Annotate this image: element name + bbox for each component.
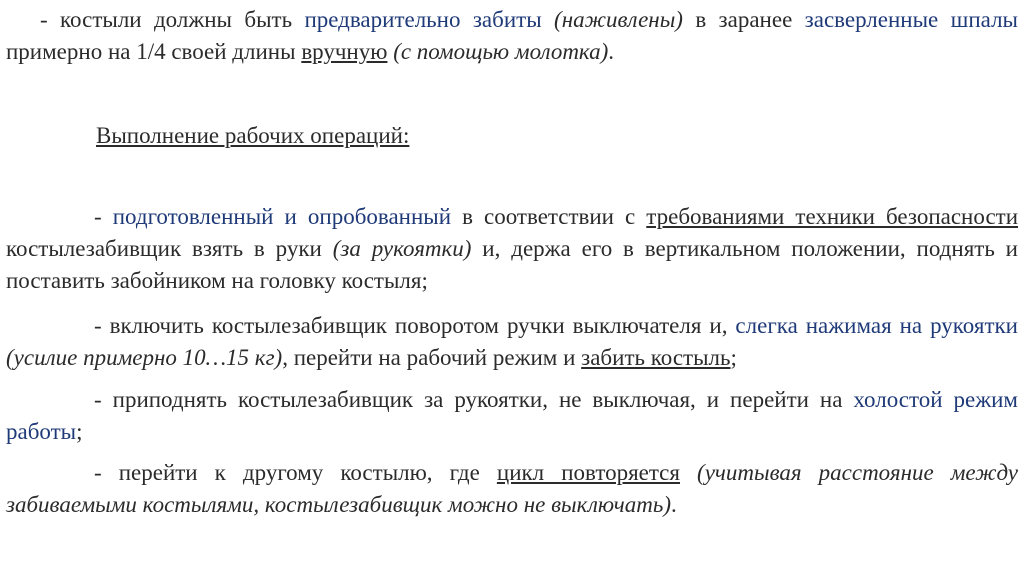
text-segment [542,7,554,32]
highlighted-term: засверленные шпалы [804,7,1019,32]
underlined-term: требованиями техники безопасности [646,204,1019,229]
text-segment: - приподнять костылезабивщик за рукоятки, не выключая, и перейти на [94,387,854,412]
text-segment: - [94,204,113,229]
text-segment: . [608,39,615,64]
highlighted-term: слегка нажимая на рукоятки [735,313,1018,338]
paragraph-next-spike [6,457,1018,521]
italic-note: (наживлены) [554,7,683,32]
text-segment: - перейти к другому костылю, где [94,460,497,485]
text-segment: - включить костылезабивщик поворотом ручки выключателя и, [94,313,736,338]
paragraph-prehammered-spikes [6,4,1018,68]
section-heading: Выполнение рабочих операций: [96,123,410,148]
underlined-term: забить костыль [581,345,731,370]
highlighted-term: холостой режим работы [6,387,1018,444]
italic-note: (с помощью молотка) [393,39,609,64]
text-segment: - костыли должны быть [40,7,305,32]
text-segment: и, держа его в вертикальном положении, поднять и поставить забойником на головку костыля; [6,236,1018,293]
italic-note: (усилие примерно 10…15 кг) [6,345,283,370]
text-segment: в заранее [682,7,805,32]
italic-note: (учитывая расстояние между забиваемыми костылями, костылезабивщик можно не выключать) [6,460,1018,517]
paragraph-drive-spike [6,310,1018,374]
italic-note: (за рукоятки) [332,236,472,261]
underlined-term: вручную [301,39,388,64]
highlighted-term: предварительно забиты [304,7,542,32]
text-segment: в соответствии с [451,204,647,229]
text-segment: примерно на 1/4 своей длины [6,39,302,64]
text-segment: , перейти на рабочий режим и [282,345,582,370]
text-segment: костылезабивщик взять в руки [6,236,333,261]
text-segment: ; [730,345,737,370]
text-segment: ; [76,419,83,444]
paragraph-idle-mode [6,384,1018,448]
paragraph-lift-tool [6,201,1018,297]
highlighted-term: подготовленный и опробованный [112,204,452,229]
text-segment: . [671,492,677,517]
underlined-term: цикл повторяется [496,460,680,485]
text-segment [680,460,697,485]
